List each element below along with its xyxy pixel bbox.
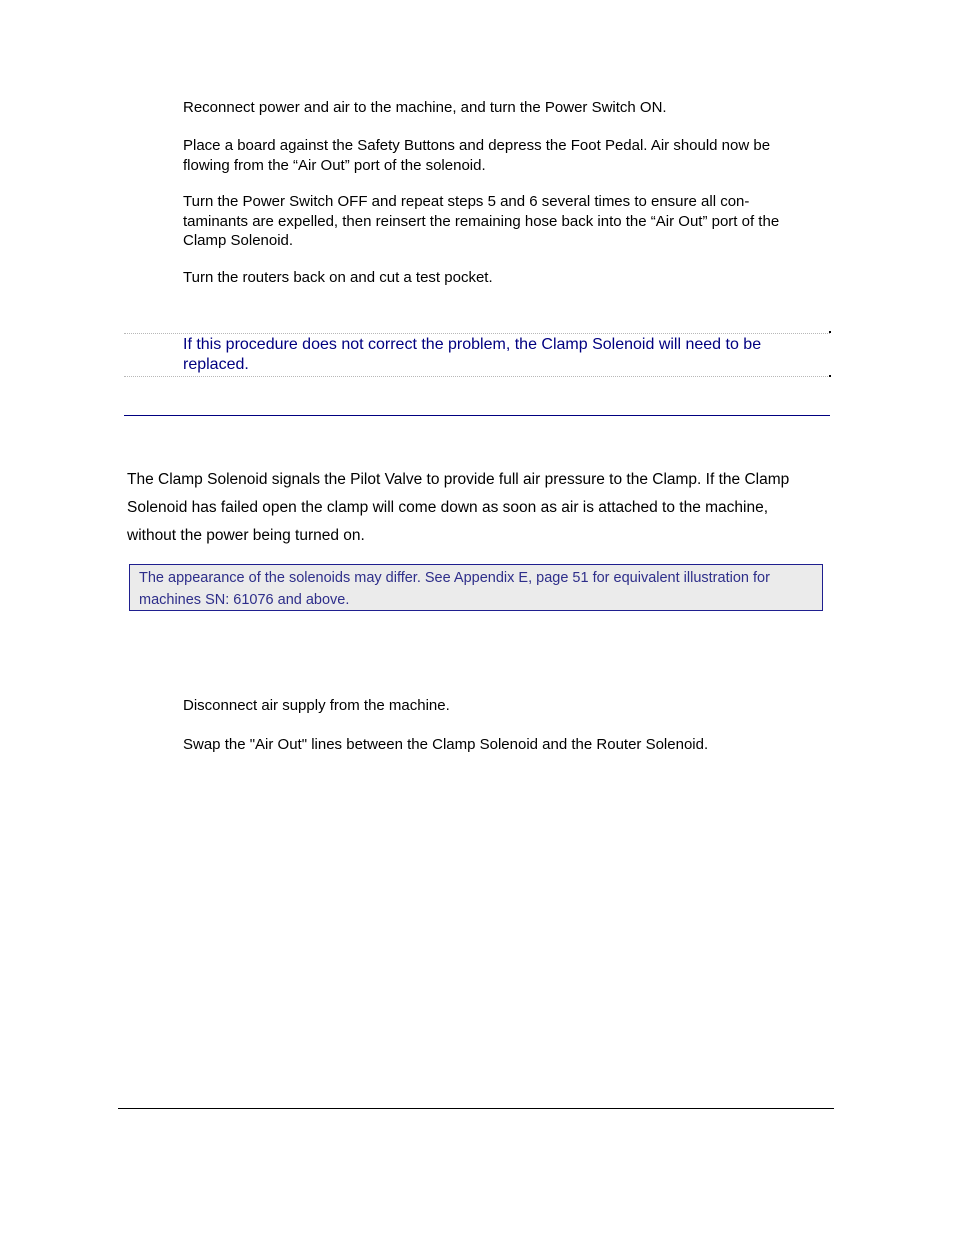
note-bottom-marker bbox=[829, 375, 831, 377]
appearance-callout: The appearance of the solenoids may differ. See Appendix E, page 51 for equivalent illustration for machines SN: 61076 and above. bbox=[129, 564, 823, 611]
section-divider bbox=[124, 415, 830, 416]
step-disconnect-air: Disconnect air supply from the machine. bbox=[183, 697, 450, 714]
step-repeat-steps: Turn the Power Switch OFF and repeat steps 5 and 6 several times to ensure all con-taminants are expelled, then reinsert the remaining hose back into the “Air Out” port of the Clamp Solenoid. bbox=[183, 193, 780, 249]
note-text: If this procedure does not correct the problem, the Clamp Solenoid will need to be replaced. bbox=[183, 336, 762, 373]
step-place-board: Place a board against the Safety Buttons and depress the Foot Pedal. Air should now be flowing from the “Air Out” port of the solenoid. bbox=[183, 137, 771, 174]
footer-rule bbox=[118, 1108, 834, 1109]
clamp-solenoid-description: The Clamp Solenoid signals the Pilot Valve to provide full air pressure to the Clamp. If the Clamp Solenoid has failed open the clamp will come down as soon as air is attached to the machine, without the power being turned on. bbox=[127, 471, 790, 544]
step-reconnect-power: Reconnect power and air to the machine, and turn the Power Switch ON. bbox=[183, 99, 667, 116]
step-test-pocket: Turn the routers back on and cut a test pocket. bbox=[183, 269, 493, 286]
note-top-marker bbox=[829, 331, 831, 333]
note-top-rule bbox=[124, 333, 830, 334]
step-swap-lines: Swap the "Air Out" lines between the Clamp Solenoid and the Router Solenoid. bbox=[183, 736, 709, 753]
note-bottom-rule bbox=[124, 376, 830, 377]
